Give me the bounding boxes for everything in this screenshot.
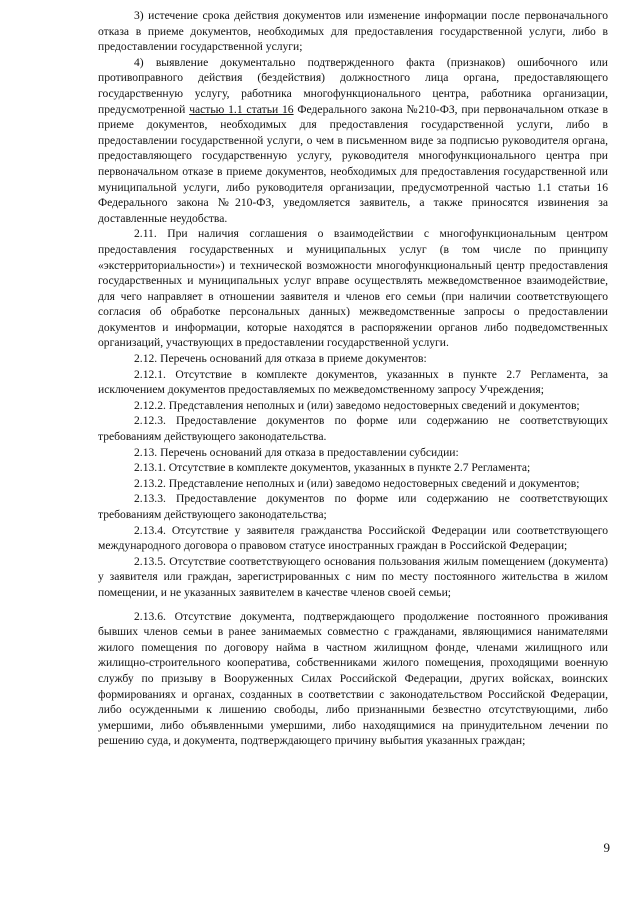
document-body [98,8,608,749]
paragraph-2-13-4: 2.13.4. Отсутствие у заявителя гражданства Российской Федерации или соответствующего международного договора о правовом статусе иностранных граждан в Российской Федерации; [98,523,608,553]
paragraph-2-12-2: 2.12.2. Представления неполных и (или) заведомо недостоверных сведений и документов; [134,398,580,412]
law-reference-link: частью 1.1 статьи 16 [189,102,294,116]
paragraph-item-4-text-a: 4) выявление документально подтвержденного факта (признаков) ошибочного или противоправного действия (бездействия) должностного лица органа, предоставляющего государственную услугу, работника многофункционального центра, работника организации, предусмотренной [98,55,608,116]
paragraph-item-4-text-b: Федерального закона №210-ФЗ, при первоначальном отказе в приеме документов, необходимых для предоставления государственной услуги, либо в предоставлении государственной услуги, о чем в письменном виде за подписью руководителя органа, предоставляющего государственную услугу, руководителя многофункционального центра при первоначальном отказе в приеме документов, необходимых для предоставления государственной или муниципальной услуги, либо руководителя организации, предусмотренной частью 1.1 статьи 16 Федерального закона №210-ФЗ, уведомляется заявитель, а также приносятся извинения за доставленные неудобства. [98,102,608,225]
paragraph-2-13-5: 2.13.5. Отсутствие соответствующего основания пользования жилым помещением (документа) у заявителя или граждан, зарегистрированных с ним по месту постоянного жительства в жилом помещении, и не указанных заявителем в качестве членов своей семьи; [98,554,608,599]
paragraph-item-4 [98,55,608,227]
page-number: 9 [603,840,610,855]
paragraph-2-12-1: 2.12.1. Отсутствие в комплекте документов, указанных в пункте 2.7 Регламента, за исключением документов предоставляемых по межведомственному запросу Учреждения; [98,367,608,397]
paragraph-2-13-2: 2.13.2. Представление неполных и (или) заведомо недостоверных сведений и документов; [134,476,580,490]
paragraph-2-13-1: 2.13.1. Отсутствие в комплекте документов, указанных в пункте 2.7 Регламента; [134,461,531,475]
paragraph-2-13-3: 2.13.3. Предоставление документов по форме или содержанию не соответствующих требованиям действующего законодательства; [98,492,608,521]
paragraph-item-3: 3) истечение срока действия документов или изменение информации после первоначального отказа в приеме документов, необходимых для предоставления государственной услуги, либо в предоставлении государственной услуги; [98,9,608,54]
paragraph-2-12-3: 2.12.3. Предоставление документов по форме или содержанию не соответствующих требованиям действующего законодательства. [98,414,608,444]
paragraph-2-12: 2.12. Перечень оснований для отказа в приеме документов: [134,352,427,366]
paragraph-2-13: 2.13. Перечень оснований для отказа в предоставлении субсидии: [134,445,459,459]
paragraph-2-13-6: 2.13.6. Отсутствие документа, подтверждающего продолжение постоянного проживания бывших членов семьи в ранее занимаемых совместно с гражданами, являющимися нанимателями жилого помещения по договору найма в частном жилищном фонде, членами жилищного или жилищно-строительного кооператива, собственниками жилого помещения, проходящими военную службу по призыву в Вооруженных Силах Российской Федерации, других войсках, воинских формированиях и органах, созданных в соответствии с законодательством Российской Федерации, либо осужденными к лишению свободы, либо признанными безвестно отсутствующими, либо умершими, либо объявленными умершими, либо находящимися на принудительном лечении по решению суда, и документа, подтверждающего причину выбытия указанных граждан; [98,609,608,748]
paragraph-2-11: 2.11. При наличия соглашения о взаимодействии с многофункциональным центром предоставления государственных и муниципальных услуг (в том числе по принципу «экстерриториальности») и технической возможности многофункциональный центр предоставления государственных и муниципальных услуг вправе осуществлять межведомственное взаимодействие, для чего направляет в отношении заявителя и членов его семьи (при наличии соответствующего согласия об обработке персональных данных) межведомственные запросы о предоставлении документов и информации, которые находятся в распоряжении органов либо подведомственных организаций, участвующих в предоставлении государственной услуги. [98,227,608,350]
